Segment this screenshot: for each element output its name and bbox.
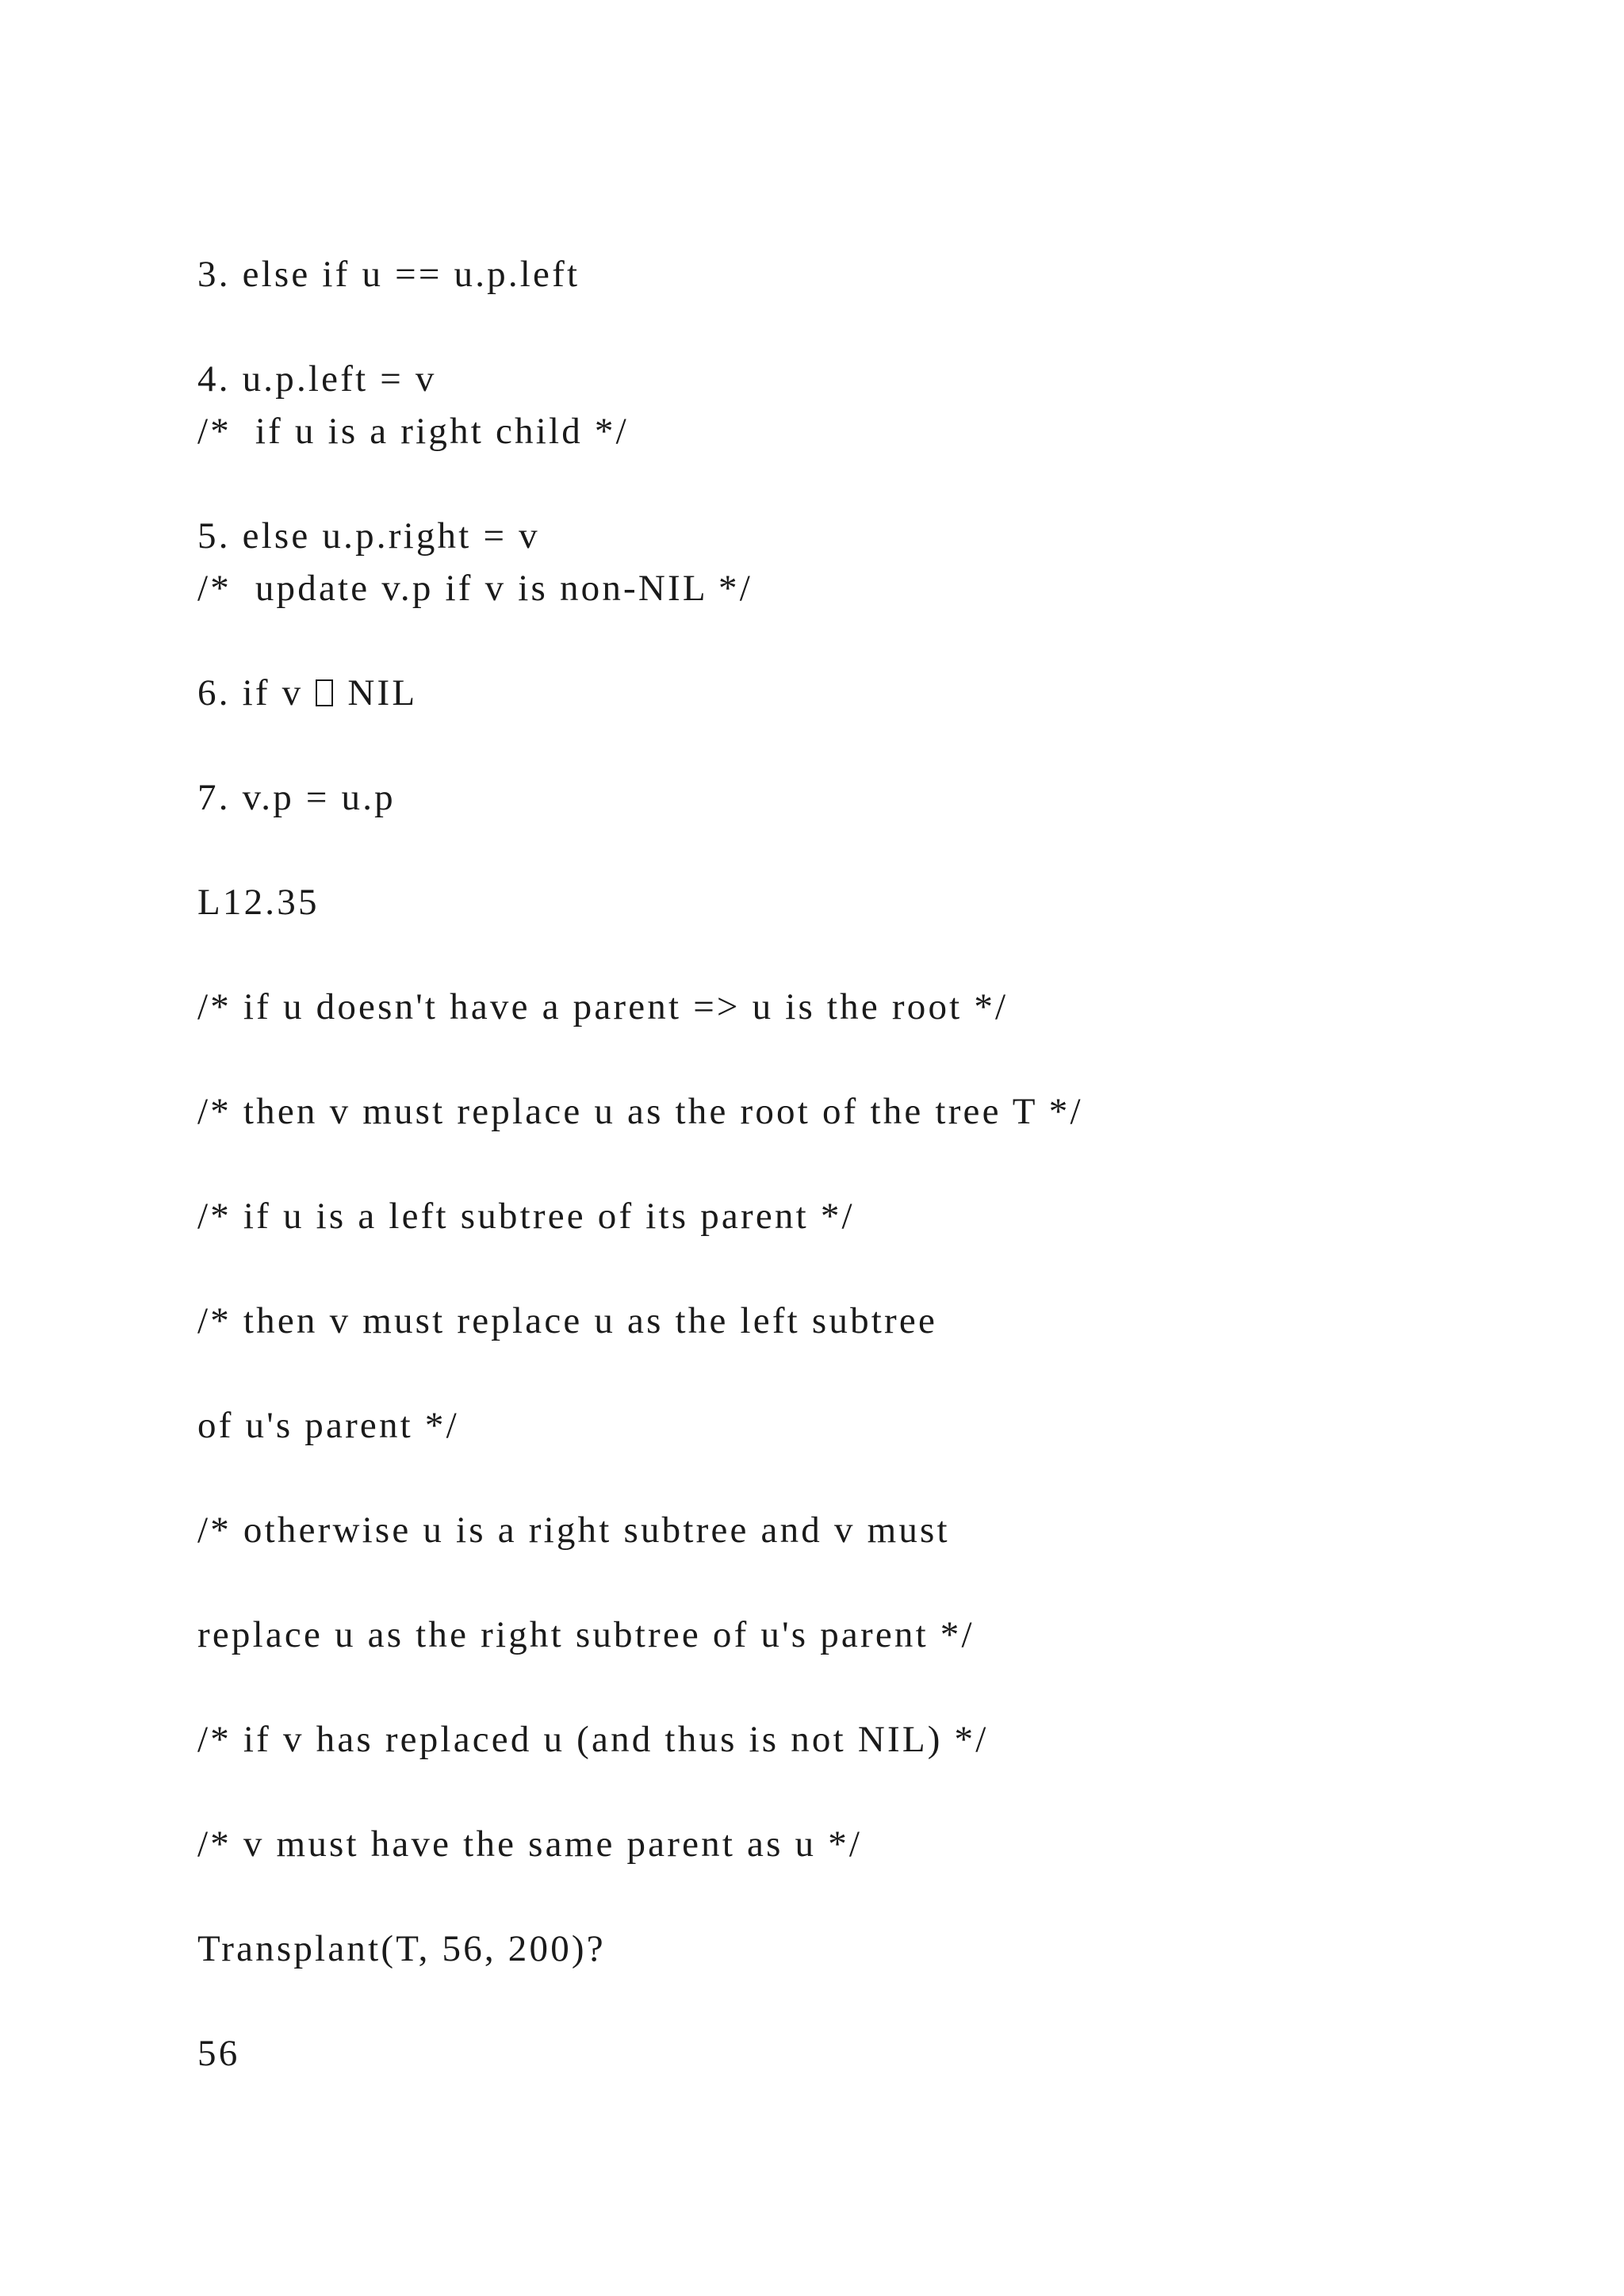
pseudocode-line-4: 4. u.p.left = v (197, 358, 437, 400)
pseudocode-line-3: 3. else if u == u.p.left (197, 254, 580, 295)
comment-otherwise-right: /* otherwise u is a right subtree and v must (197, 1510, 950, 1551)
not-equal-glyph-icon (316, 679, 333, 706)
comment-replace-root: /* then v must replace u as the root of the tree T */ (197, 1091, 1083, 1132)
line-6-suffix: NIL (347, 672, 418, 714)
comment-replace-left: /* then v must replace u as the left subtree (197, 1300, 938, 1341)
comment-update-parent: /* update v.p if v is non-NIL */ (197, 568, 753, 609)
transplant-question: Transplant(T, 56, 200)? (197, 1928, 606, 1969)
pseudocode-line-6 (197, 671, 417, 715)
comment-v-replaced: /* if v has replaced u (and thus is not NIL) */ (197, 1719, 989, 1760)
comment-left-subtree-check: /* if u is a left subtree of its parent */ (197, 1196, 855, 1237)
slide-label: L12.35 (197, 882, 320, 923)
comment-replace-left-cont: of u's parent */ (197, 1405, 459, 1446)
node-value: 56 (197, 2033, 240, 2074)
comment-root-check: /* if u doesn't have a parent => u is the root */ (197, 986, 1009, 1027)
comment-replace-right-cont: replace u as the right subtree of u's parent */ (197, 1614, 975, 1655)
line-6-prefix: 6. if v (197, 672, 304, 714)
comment-same-parent: /* v must have the same parent as u */ (197, 1823, 863, 1865)
pseudocode-line-7: 7. v.p = u.p (197, 777, 396, 818)
comment-right-child: /* if u is a right child */ (197, 411, 629, 452)
pseudocode-line-5: 5. else u.p.right = v (197, 515, 540, 557)
